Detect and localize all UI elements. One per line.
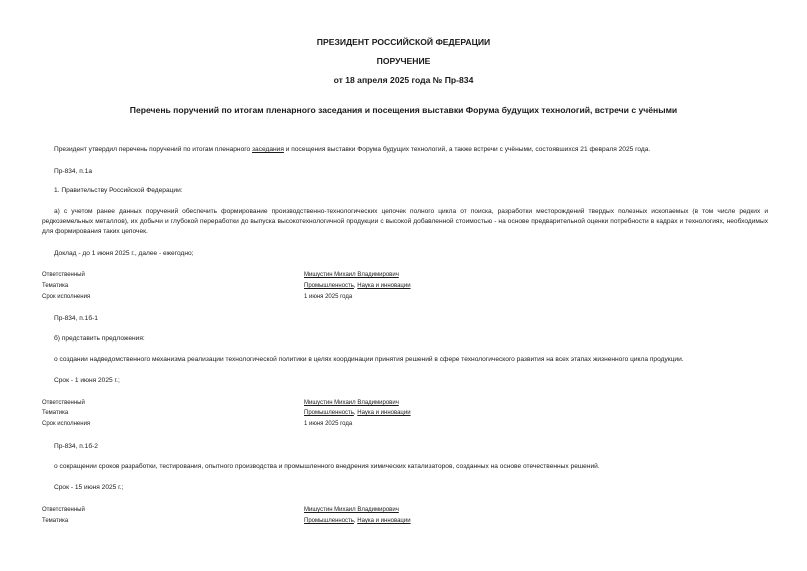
topic-separator: , (353, 283, 358, 289)
item2-deadline: Срок - 1 июня 2025 г.; (54, 377, 120, 384)
item1-code: Пр-834, п.1а (54, 168, 93, 175)
issuer-heading: ПРЕЗИДЕНТ РОССИЙСКОЙ ФЕДЕРАЦИИ (316, 37, 491, 47)
document-title: Перечень поручений по итогам пленарного заседания и посещения выставки Форума будущих технологий, встречи с учёными (129, 105, 678, 115)
intro-text-before: Президент утвердил перечень поручений по итогам пленарного (54, 146, 253, 153)
item3-text: о сокращении сроков разработки, тестирования, опытного производства и промышленного внедрения химических катализаторов, созданных на основе отечественных решений. (54, 463, 600, 470)
item3-deadline: Срок - 15 июня 2025 г.; (54, 484, 124, 491)
meta1-due-label: Срок исполнения (42, 294, 91, 300)
meta3-topic-label: Тематика (42, 518, 69, 524)
meta1-due-value: 1 июня 2025 года (304, 294, 353, 300)
item2-text: о создании надведомственного механизма реализации технологической политики в целях координации принятия решений в сфере технологического развития на всех этапах жизненного цикла продукции. (54, 356, 684, 363)
item1-deadline: Доклад - до 1 июня 2025 г., далее - ежегодно; (54, 250, 194, 257)
meta3-responsible-link[interactable]: Мишустин Михаил Владимирович (304, 507, 399, 513)
intro-paragraph (54, 146, 650, 153)
meta2-responsible-link[interactable]: Мишустин Михаил Владимирович (304, 400, 399, 406)
meta2-responsible-label: Ответственный (42, 400, 85, 406)
topic-science-link[interactable]: Наука и инновации (357, 410, 411, 416)
item1-text: а) с учетом ранее данных поручений обеспечить формирование производственно-технологических цепочек полного цикла от поиска, разработки месторождений твердых полезных ископаемых (в том числе редких и редкоземельных металлов), их добычи и глубокой переработки до выпуска высокотехнологичной продукции с высокой добавленной стоимостью - на основе предварительной оценки потребности в кадрах и технологиях, необходимых для формирования таких цепочек. (42, 208, 768, 235)
document-date-number: от 18 апреля 2025 года № Пр-834 (333, 75, 474, 85)
item2-code: Пр-834, п.1б-1 (54, 315, 98, 322)
topic-industry-link[interactable]: Промышленность (304, 410, 354, 416)
meta1-topic-links (304, 283, 411, 289)
topic-separator: , (353, 518, 358, 524)
item2-intro: б) представить предложения: (54, 335, 145, 342)
meta1-responsible-label: Ответственный (42, 272, 85, 278)
meta2-due-label: Срок исполнения (42, 421, 91, 427)
item3-code: Пр-834, п.1б-2 (54, 443, 98, 450)
meta1-topic-label: Тематика (42, 283, 69, 289)
topic-separator: , (353, 410, 358, 416)
document-type: ПОРУЧЕНИЕ (376, 56, 431, 66)
topic-industry-link[interactable]: Промышленность (304, 518, 354, 524)
session-link[interactable]: заседания (252, 146, 284, 153)
topic-science-link[interactable]: Наука и инновации (357, 283, 411, 289)
meta2-topic-label: Тематика (42, 410, 69, 416)
meta2-due-value: 1 июня 2025 года (304, 421, 353, 427)
topic-industry-link[interactable]: Промышленность (304, 283, 354, 289)
intro-text-after: и посещения выставки Форума будущих технологий, а также встречи с учёными, состоявшихся 21 февраля 2025 года. (283, 146, 651, 153)
topic-science-link[interactable]: Наука и инновации (357, 518, 411, 524)
meta1-responsible-link[interactable]: Мишустин Михаил Владимирович (304, 272, 399, 278)
item1-section-heading: 1. Правительству Российской Федерации: (54, 187, 183, 194)
meta3-responsible-label: Ответственный (42, 507, 85, 513)
meta3-topic-links (304, 518, 411, 524)
meta2-topic-links (304, 410, 411, 416)
